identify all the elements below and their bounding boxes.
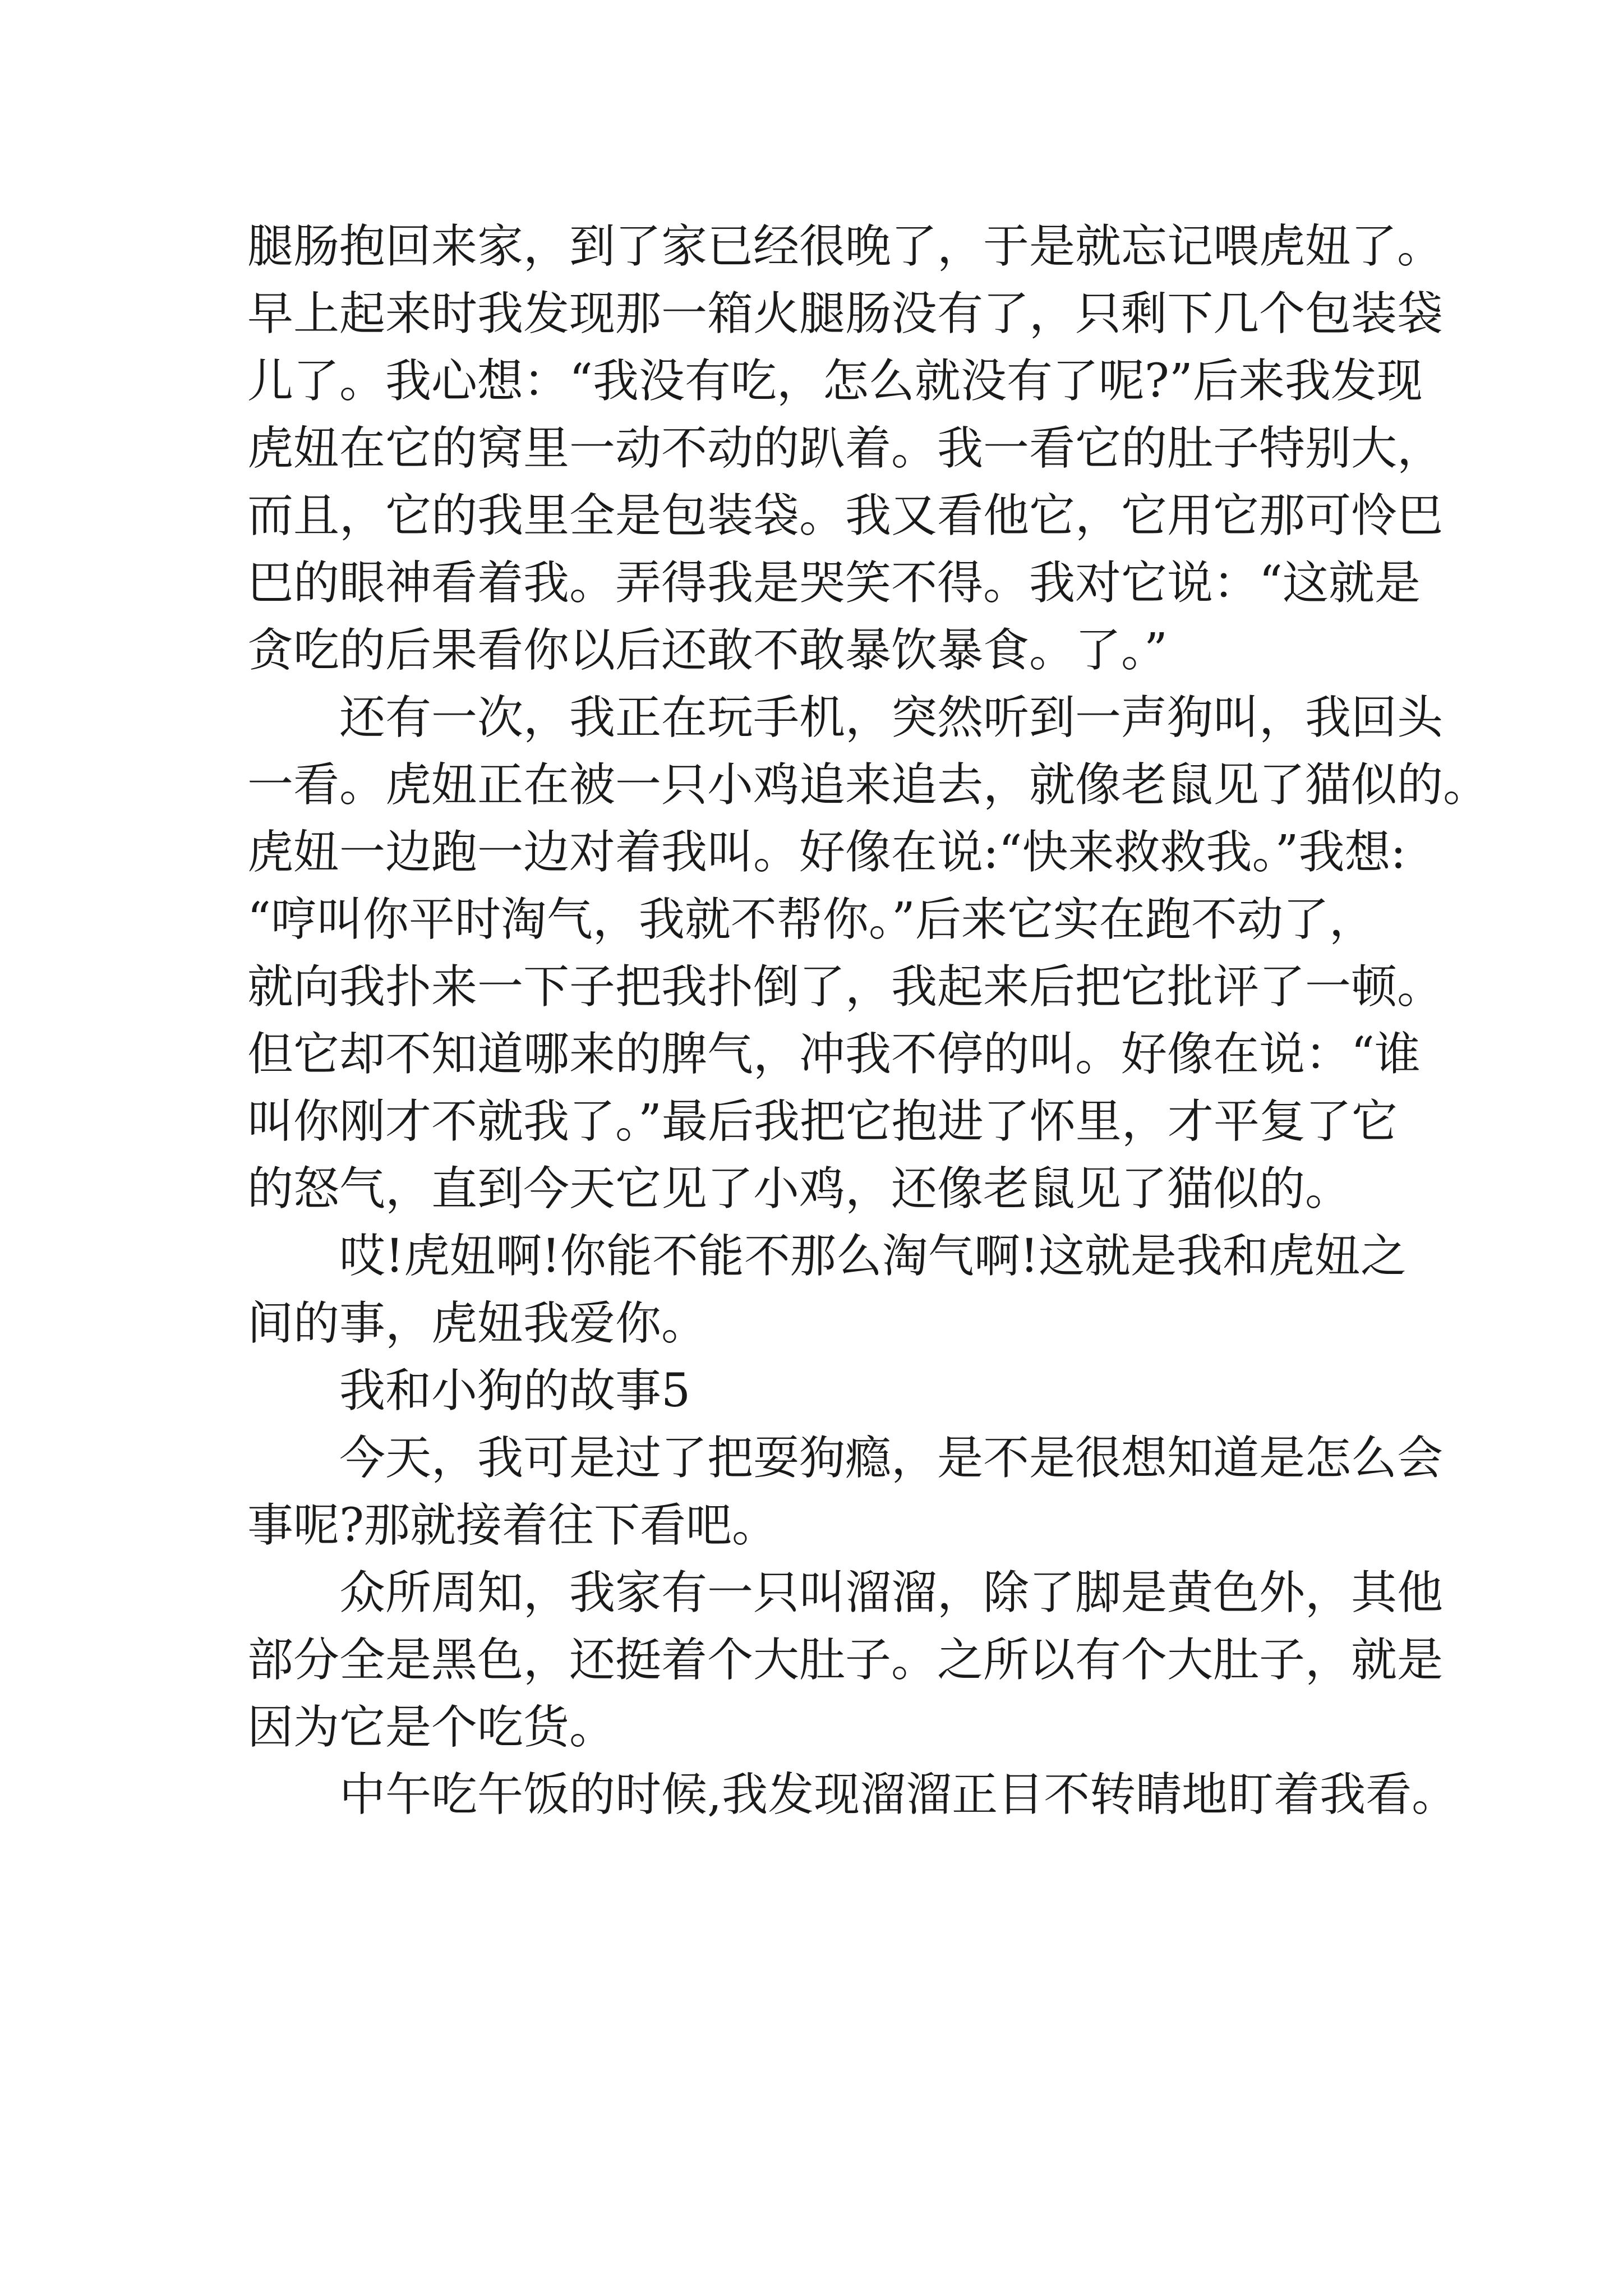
text-line: 巴的眼神看着我。弄得我是哭笑不得。我对它说：“这就是 bbox=[247, 556, 1421, 610]
text-line: 部分全是黑色，还挺着个大肚子。之所以有个大肚子，就是 bbox=[247, 1634, 1444, 1687]
text-line: 叫你刚才不就我了。”最后我把它抱进了怀里，才平复了它 bbox=[247, 1095, 1398, 1148]
text-line: 今天，我可是过了把耍狗瘾，是不是很想知道是怎么会 bbox=[339, 1432, 1444, 1485]
text-line: 但它却不知道哪来的脾气，冲我不停的叫。好像在说：“谁 bbox=[247, 1028, 1421, 1081]
text-line: 腿肠抱回来家，到了家已经很晚了，于是就忘记喂虎妞了。 bbox=[247, 220, 1444, 273]
text-line: 早上起来时我发现那一箱火腿肠没有了，只剩下几个包装袋 bbox=[247, 287, 1444, 341]
text-line: 中午吃午饭的时候,我发现溜溜正目不转睛地盯着我看。 bbox=[339, 1768, 1458, 1821]
text-line: “哼叫你平时淘气，我就不帮你。”后来它实在跑不动了， bbox=[247, 893, 1375, 946]
text-line: 儿了。我心想：“我没有吃，怎么就没有了呢?”后来我发现 bbox=[247, 355, 1423, 408]
text-line: 我和小狗的故事5 bbox=[339, 1364, 691, 1418]
document-body bbox=[247, 213, 1490, 1829]
text-line: 因为它是个吃货。 bbox=[247, 1701, 616, 1754]
text-line: 一看。虎妞正在被一只小鸡追来追去，就像老鼠见了猫似的。 bbox=[247, 758, 1490, 812]
text-line: 哎!虎妞啊!你能不能不那么淘气啊!这就是我和虎妞之 bbox=[339, 1230, 1407, 1283]
text-line: 而且，它的我里全是包装袋。我又看他它，它用它那可怜巴 bbox=[247, 489, 1444, 542]
text-line: 虎妞在它的窝里一动不动的趴着。我一看它的肚子特别大， bbox=[247, 422, 1444, 475]
text-line: 事呢?那就接着往下看吧。 bbox=[247, 1499, 778, 1552]
text-line: 的怒气，直到今天它见了小鸡，还像老鼠见了猫似的。 bbox=[247, 1162, 1352, 1216]
text-line: 虎妞一边跑一边对着我叫。好像在说:“快来救救我。”我想: bbox=[247, 826, 1407, 879]
text-line: 间的事，虎妞我爱你。 bbox=[247, 1297, 708, 1350]
text-line: 贪吃的后果看你以后还敢不敢暴饮暴食。了。” bbox=[247, 624, 1168, 677]
text-line: 就向我扑来一下子把我扑倒了，我起来后把它批评了一顿。 bbox=[247, 960, 1444, 1014]
text-line: 还有一次，我正在玩手机，突然听到一声狗叫，我回头 bbox=[339, 691, 1444, 744]
text-line: 众所周知，我家有一只叫溜溜，除了脚是黄色外，其他 bbox=[339, 1566, 1444, 1619]
